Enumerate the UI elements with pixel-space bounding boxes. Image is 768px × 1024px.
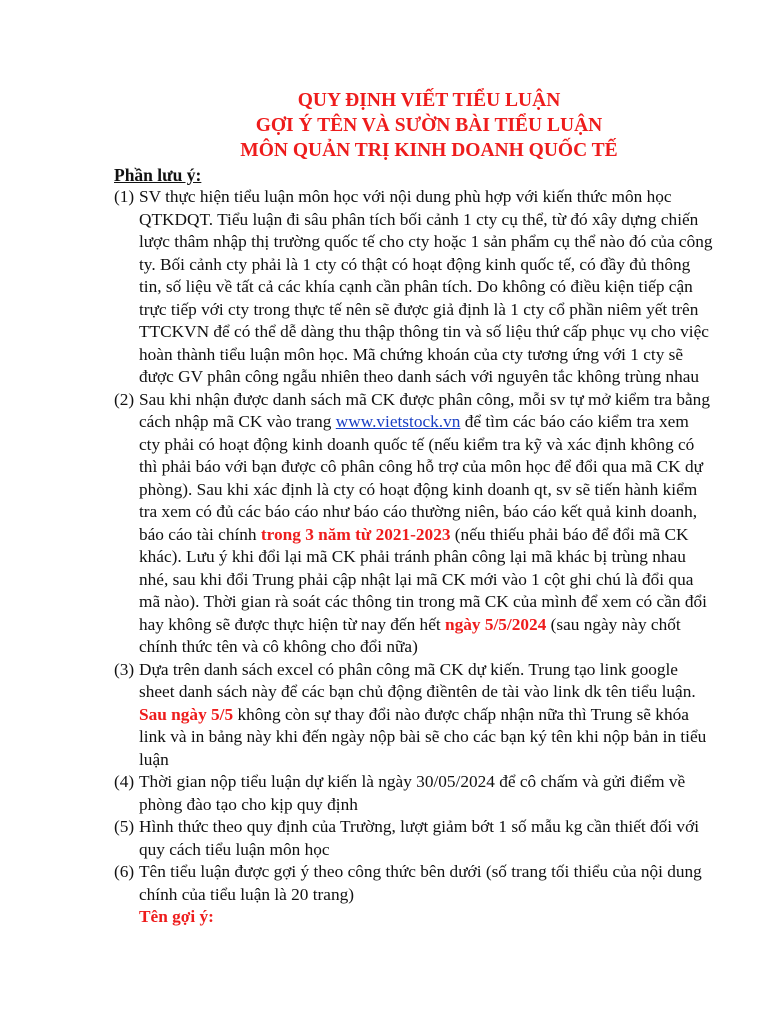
- rule-text: Thời gian nộp tiểu luận dự kiến là ngày 30/05/2024 để cô chấm và gửi điểm về phòng đào tạo cho kịp quy định: [139, 772, 686, 814]
- rule-text: không còn sự thay đổi nào được chấp nhận nữa thì Trung sẽ khóa link và in bảng này khi đến ngày nộp bài sẽ cho các bạn ký tên khi nộp bản in tiểu luận: [139, 704, 707, 769]
- rule-item-2: [114, 389, 714, 659]
- rule-text: Hình thức theo quy định của Trường, lượt giảm bớt 1 số mẫu kg cần thiết đối với quy cách tiểu luận môn học: [139, 817, 700, 859]
- highlight-year-range: trong 3 năm từ 2021-2023: [260, 524, 451, 544]
- title-line-1: QUY ĐỊNH VIẾT TIỂU LUẬN: [297, 90, 561, 111]
- rules-list: [114, 186, 714, 906]
- rule-text: Dựa trên danh sách excel có phân công mã CK dự kiến. Trung tạo link google sheet danh sách này để các bạn chủ động điềntên de tài vào link dk tên tiểu luận.: [139, 659, 696, 701]
- rule-text: SV thực hiện tiểu luận môn học với nội dung phù hợp với kiến thức môn học QTKDQT. Tiểu luận đi sâu phân tích bối cảnh 1 cty cụ thể, từ đó xây dựng chiến lược thâm nhập thị trường quốc tế cho cty hoặc 1 sản phẩm cụ thể nào đó của công ty. Bối cảnh cty phải là 1 cty có thật có hoạt động kinh quốc tế, có đầy đủ thông tin, số liệu về tất cả các khía cạnh cần phân tích. Do không có điều kiện tiếp cận trực tiếp với cty trong thực tế nên sẽ được giả định là 1 cty cổ phần niêm yết trên TTCKVN để có thể dễ dàng thu thập thông tin và số liệu thứ cấp phục vụ cho việc hoàn thành tiểu luận môn học. Mã chứng khoán của cty tương ứng với 1 cty sẽ được GV phân công ngẫu nhiên theo danh sách với nguyên tắc không trùng nhau: [139, 187, 713, 386]
- vietstock-link[interactable]: www.vietstock.vn: [335, 412, 461, 431]
- rule-item-4: [114, 771, 714, 816]
- rule-item-6: [114, 861, 714, 906]
- rule-number: (2): [114, 389, 135, 409]
- title-line-2: GỢI Ý TÊN VÀ SƯỜN BÀI TIỂU LUẬN: [255, 115, 603, 136]
- highlight-after-date: Sau ngày 5/5: [139, 704, 234, 724]
- rule-number: (4): [114, 772, 135, 791]
- rule-text: để tìm các báo cáo kiểm tra xem cty phải có hoạt động kinh doanh quốc tế (nếu kiểm tra kỹ và xác định không có thì phải báo với bạn được cô phân công hỗ trợ của môn học để đổi qua mã CK dự phòng). Sau khi xác định là cty có hoạt động kinh doanh qt, sv sẽ tiến hành kiểm tra xem có đủ các báo cáo như báo cáo thường niên, báo cáo kết quả kinh doanh, báo cáo tài chính: [139, 412, 703, 544]
- suggested-name-heading: Tên gợi ý:: [139, 907, 214, 926]
- rule-number: (5): [114, 817, 135, 836]
- rule-number: (1): [114, 187, 135, 206]
- notes-heading: Phần lưu ý:: [114, 165, 202, 185]
- rule-number: (6): [114, 862, 135, 881]
- highlight-deadline-date: ngày 5/5/2024: [444, 614, 547, 634]
- document-title: [104, 88, 754, 163]
- rule-item-5: [114, 816, 714, 861]
- rule-item-3: [114, 659, 714, 772]
- rule-item-1: [114, 186, 714, 389]
- rule-text: Sau khi nhận được danh sách mã CK được phân công, mỗi sv tự mở kiểm tra bằng cách nhập mã CK vào trang: [139, 389, 710, 431]
- title-line-3: MÔN QUẢN TRỊ KINH DOANH QUỐC TẾ: [240, 140, 618, 161]
- rule-number: (3): [114, 659, 135, 679]
- rule-text: Tên tiểu luận được gợi ý theo công thức bên dưới (số trang tối thiểu của nội dung chính của tiểu luận là 20 trang): [139, 862, 702, 904]
- rule-text: (sau ngày này chốt chính thức tên và cô không cho đổi nữa): [139, 614, 681, 656]
- rule-text: (nếu thiếu phải báo để đổi mã CK khác). Lưu ý khi đổi lại mã CK phải tránh phân công lại mã khác bị trùng nhau nhé, sau khi đổi Trung phải cập nhật lại mã CK mới vào 1 cột ghi chú là đổi qua mã nào). Thời gian rà soát các thông tin trong mã CK của mình để xem có cần đổi hay không sẽ được thực hiện từ nay đến hết: [139, 524, 707, 634]
